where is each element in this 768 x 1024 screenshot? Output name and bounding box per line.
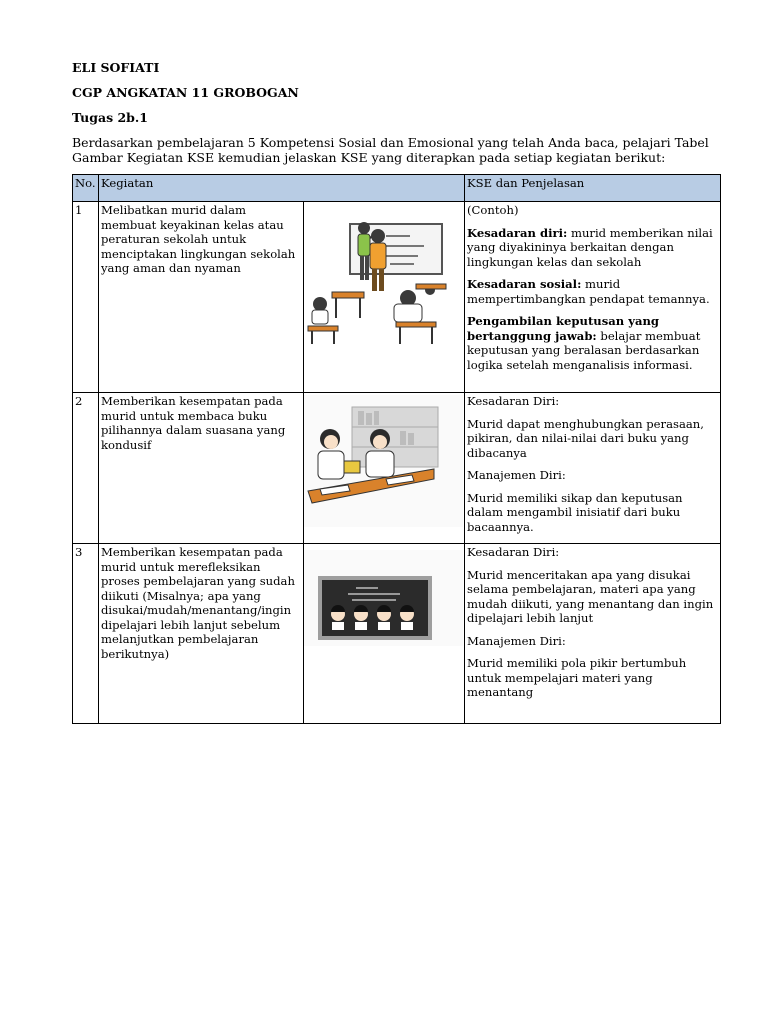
kse-explanation [465, 393, 721, 544]
table-row [73, 393, 721, 544]
table-row [73, 202, 721, 393]
kse-text: belajar membuat keputusan yang beralasan berdasarkan logika setelah menganalisis informasi. [467, 328, 701, 372]
kse-heading: Kesadaran sosial: [467, 277, 582, 291]
author-name: ELI SOFIATI [72, 60, 160, 75]
intro-paragraph: Berdasarkan pembelajaran 5 Kompetensi Sosial dan Emosional yang telah Anda baca, pelajari Tabel Gambar Kegiatan KSE kemudian jelaskan KSE yang diterapkan pada setiap kegiatan berikut: [72, 135, 709, 165]
header-kse: KSE dan Penjelasan [465, 175, 721, 202]
kse-text: murid memberikan nilai yang diyakininya berkaitan dengan lingkungan kelas dan sekolah [467, 225, 713, 269]
kse-text: Murid memiliki sikap dan keputusan dalam mengambil inisiatif dari buku bacaannya. [467, 490, 683, 534]
row-number: 3 [73, 544, 99, 724]
activity-text: Memberikan kesempatan pada murid untuk merefleksikan proses pembelajaran yang sudah diikuti (Misalnya; apa yang disukai/mudah/menantang/ingin dipelajari lebih lanjut sebelum melanjutkan pembelajaran berikutnya) [99, 544, 304, 724]
kse-explanation [465, 544, 721, 724]
activity-image [304, 544, 465, 724]
kse-text: murid mempertimbangkan pendapat temannya. [467, 277, 710, 306]
activity-text: Memberikan kesempatan pada murid untuk membaca buku pilihannya dalam suasana yang kondusif [99, 393, 304, 544]
classroom-teacher-illustration-icon [306, 206, 465, 346]
table-row [73, 544, 721, 724]
activity-image [304, 393, 465, 544]
cohort-title: CGP ANGKATAN 11 GROBOGAN [72, 85, 299, 100]
kse-text: Murid menceritakan apa yang disukai selama pembelajaran, materi apa yang mudah diikuti, yang menantang dan ingin dipelajari lebih lanjut [467, 567, 714, 625]
kse-heading: Manajemen Diri: [467, 468, 566, 482]
table-header-row [73, 175, 721, 202]
kse-heading: Kesadaran Diri: [467, 394, 560, 408]
kse-text: Murid dapat menghubungkan perasaan, pikiran, dan nilai-nilai dari buku yang dibacanya [467, 416, 704, 460]
kse-heading: Manajemen Diri: [467, 633, 566, 648]
kse-example-label: (Contoh) [467, 203, 519, 217]
header-no: No. [73, 175, 99, 202]
activity-text: Melibatkan murid dalam membuat keyakinan kelas atau peraturan sekolah untuk menciptakan lingkungan sekolah yang aman dan nyaman [99, 202, 304, 393]
kse-heading: Kesadaran diri: [467, 225, 568, 240]
kse-item [467, 226, 718, 270]
kse-item [467, 314, 718, 372]
kse-heading: Kesadaran Diri: [467, 545, 560, 559]
kse-heading: Pengambilan keputusan yang bertanggung jawab: [467, 314, 660, 343]
students-reading-illustration-icon [304, 395, 463, 527]
kse-table [72, 174, 721, 724]
kse-item [467, 277, 718, 306]
kse-text: Murid memiliki pola pikir bertumbuh untuk mempelajari materi yang menantang [467, 656, 687, 699]
activity-image [304, 202, 465, 393]
row-number: 2 [73, 393, 99, 544]
header-kegiatan: Kegiatan [99, 175, 465, 202]
kse-explanation [465, 202, 721, 393]
chalkboard-faces-illustration-icon [304, 550, 463, 660]
task-title: Tugas 2b.1 [72, 110, 148, 125]
document-page [72, 60, 720, 724]
row-number: 1 [73, 202, 99, 393]
